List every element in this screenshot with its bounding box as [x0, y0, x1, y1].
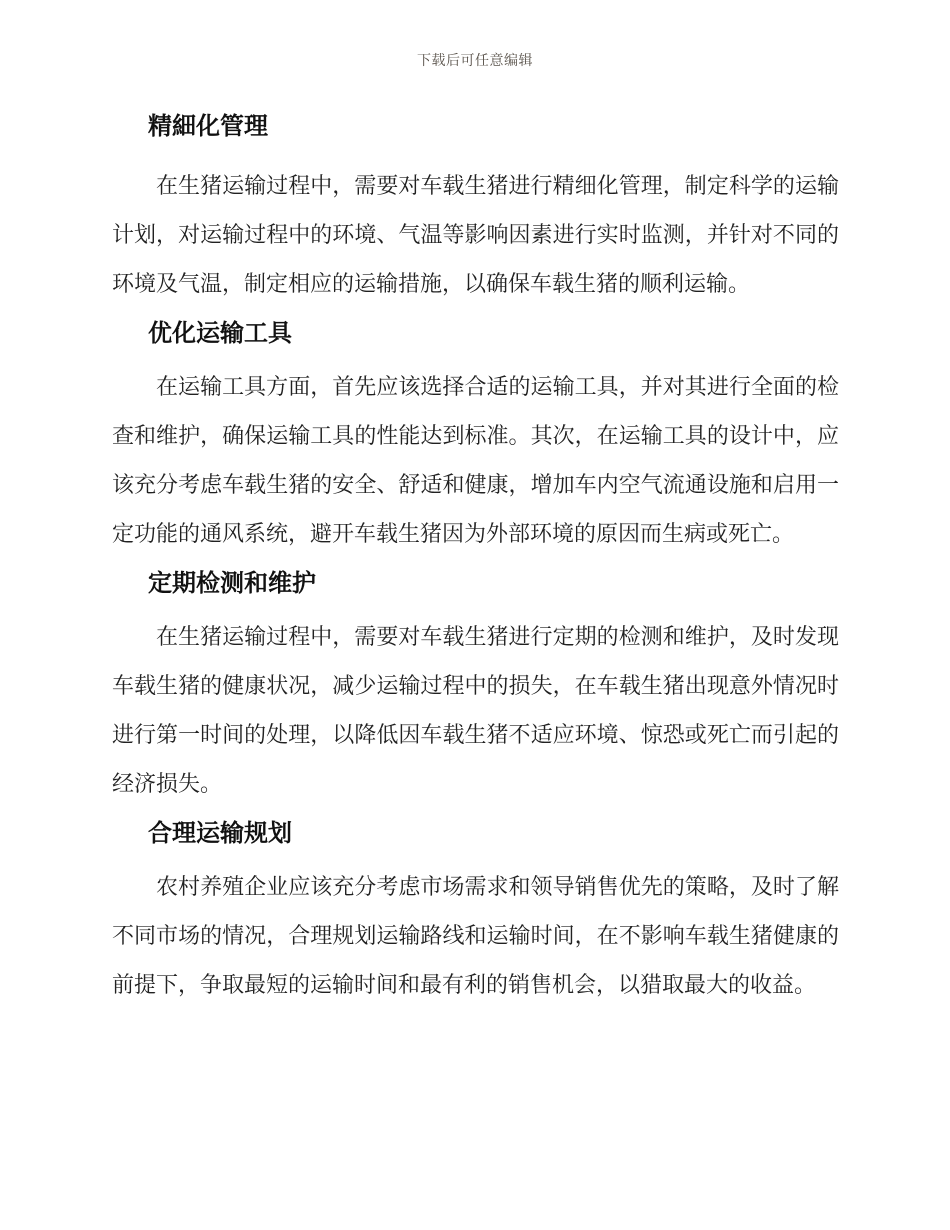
section-paragraph: 在运输工具方面，首先应该选择合适的运输工具，并对其进行全面的检查和维护，确保运输工具的性能达到标准。其次，在运输工具的设计中，应该充分考虑车载生猪的安全、舒适和健康，增加车内空气流通设施和启用一定功能的通风系统，避开车载生猪因为外部环境的原因而生病或死亡。 [112, 374, 839, 546]
document-body [112, 102, 839, 1009]
section-heading: 优化运输工具 [148, 320, 292, 347]
section [112, 102, 839, 308]
section-heading: 定期检测和维护 [148, 570, 316, 597]
section [112, 809, 839, 1009]
section-heading: 合理运输规划 [148, 820, 292, 847]
section-paragraph: 在生猪运输过程中，需要对车载生猪进行精细化管理，制定科学的运输计划，对运输过程中的环境、气温等影响因素进行实时监测，并针对不同的环境及气温，制定相应的运输措施，以确保车载生猪的顺利运输。 [112, 173, 839, 296]
section [112, 309, 839, 558]
watermark-text: 下载后可任意编辑 [417, 54, 533, 69]
section-paragraph: 农村养殖企业应该充分考虑市场需求和领导销售优先的策略，及时了解不同市场的情况，合理规划运输路线和运输时间，在不影响车载生猪健康的前提下，争取最短的运输时间和最有利的销售机会，以猎取最大的收益。 [112, 874, 839, 997]
section-heading: 精細化管理 [148, 113, 268, 140]
section-paragraph: 在生猪运输过程中，需要对车载生猪进行定期的检测和维护，及时发现车载生猪的健康状况，减少运输过程中的损失，在车载生猪出现意外情况时进行第一时间的处理，以降低因车载生猪不适应环境、惊恐或死亡而引起的经济损失。 [112, 624, 839, 796]
section [112, 559, 839, 808]
